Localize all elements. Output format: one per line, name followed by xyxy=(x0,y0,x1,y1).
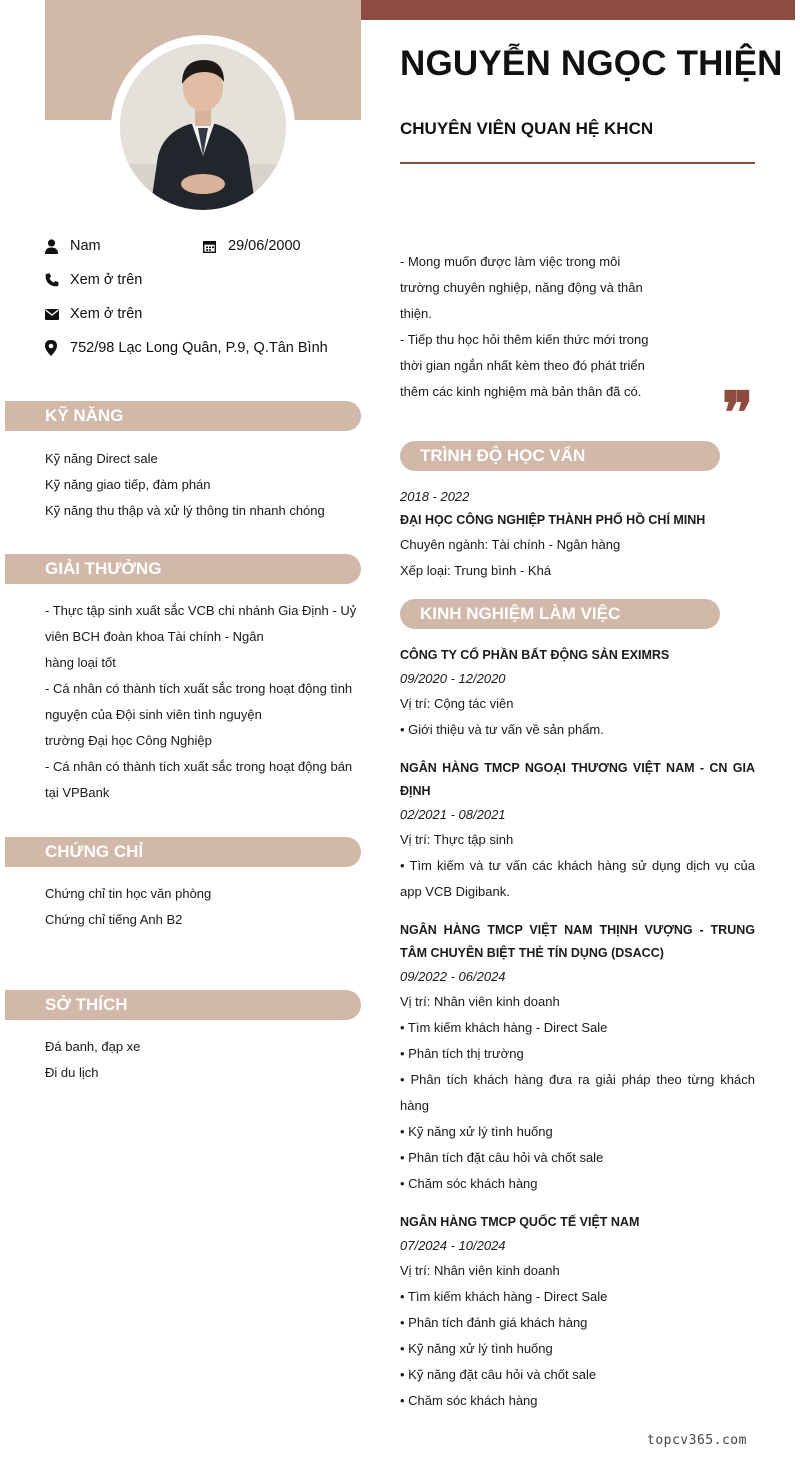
objective-line: thiện. xyxy=(400,306,432,321)
job-duty: • Kỹ năng đặt câu hỏi và chốt sale xyxy=(400,1367,597,1382)
job-duty: • Tìm kiếm và tư vấn các khách hàng sử dụng dịch vụ của app VCB Digibank. xyxy=(400,858,755,899)
top-accent-bar xyxy=(361,0,795,20)
skills-list xyxy=(45,446,325,524)
school-name: ĐẠI HỌC CÔNG NGHIỆP THÀNH PHỐ HỒ CHÍ MINH xyxy=(400,513,706,527)
award-line: - Cá nhân có thành tích xuất sắc trong hoạt động bán xyxy=(45,759,353,774)
award-line: tại VPBank xyxy=(45,785,110,800)
skill-item: Kỹ năng giao tiếp, đàm phán xyxy=(45,477,211,492)
skill-item: Kỹ năng Direct sale xyxy=(45,451,158,466)
title-divider xyxy=(400,162,755,164)
job-period: 09/2022 - 06/2024 xyxy=(400,969,506,984)
company-name: NGÂN HÀNG TMCP NGOẠI THƯƠNG VIỆT NAM - CN GIA ĐỊNH xyxy=(400,761,755,798)
certificates-list xyxy=(45,881,211,933)
award-line: nguyện của Đội sinh viên tình nguyện xyxy=(45,707,262,722)
job-entry xyxy=(400,1211,755,1414)
portrait-image xyxy=(120,44,286,210)
job-duty: • Chăm sóc khách hàng xyxy=(400,1176,538,1191)
award-line: viên BCH đoàn khoa Tài chính - Ngân xyxy=(45,629,264,644)
award-line: - Thực tập sinh xuất sắc VCB chi nhánh Gia Định - Uỷ xyxy=(45,603,357,618)
certificates-header: CHỨNG CHỈ xyxy=(5,837,361,867)
map-pin-icon xyxy=(45,339,70,357)
gender-row xyxy=(45,237,101,255)
phone-icon xyxy=(45,271,70,289)
education-header: TRÌNH ĐỘ HỌC VẤN xyxy=(400,441,720,471)
envelope-icon xyxy=(45,305,70,323)
hobby-item: Đi du lịch xyxy=(45,1065,99,1080)
job-entry xyxy=(400,757,755,905)
company-name: NGÂN HÀNG TMCP VIỆT NAM THỊNH VƯỢNG - TRUNG TÂM CHUYÊN BIỆT THẺ TÍN DỤNG (DSACC) xyxy=(400,923,755,960)
email-value: Xem ở trên xyxy=(70,306,143,322)
job-duty: • Kỹ năng xử lý tình huống xyxy=(400,1341,553,1356)
hobbies-list xyxy=(45,1034,140,1086)
job-period: 07/2024 - 10/2024 xyxy=(400,1238,506,1253)
phone-value: Xem ở trên xyxy=(70,272,143,288)
job-duty: • Phân tích đặt câu hỏi và chốt sale xyxy=(400,1150,604,1165)
awards-header: GIẢI THƯỞNG xyxy=(5,554,361,584)
award-line: hàng loại tốt xyxy=(45,655,116,670)
birthday-value: 29/06/2000 xyxy=(228,238,301,254)
job-duty: • Tìm kiếm khách hàng - Direct Sale xyxy=(400,1289,608,1304)
experience-header: KINH NGHIỆM LÀM VIỆC xyxy=(400,599,720,629)
job-duty: • Giới thiệu và tư vấn về sản phẩm. xyxy=(400,722,604,737)
calendar-icon xyxy=(203,237,228,255)
award-line: trường Đại học Công Nghiệp xyxy=(45,733,212,748)
job-role: Vị trí: Nhân viên kinh doanh xyxy=(400,1263,560,1278)
quote-icon: ❞ xyxy=(722,379,754,447)
job-entry xyxy=(400,919,755,1197)
job-duty: • Tìm kiếm khách hàng - Direct Sale xyxy=(400,1020,608,1035)
job-role: Vị trí: Thực tập sinh xyxy=(400,832,514,847)
user-icon xyxy=(45,237,70,255)
education-grade: Xếp loại: Trung bình - Khá xyxy=(400,563,552,578)
job-period: 02/2021 - 08/2021 xyxy=(400,807,506,822)
objective-line: thêm các kinh nghiệm mà bản thân đã có. xyxy=(400,384,642,399)
phone-row xyxy=(45,271,142,289)
certificate-item: Chứng chỉ tin học văn phòng xyxy=(45,886,212,901)
skill-item: Kỹ năng thu thập và xử lý thông tin nhanh chóng xyxy=(45,503,325,518)
job-duty: • Kỹ năng xử lý tình huống xyxy=(400,1124,553,1139)
hobby-item: Đá banh, đạp xe xyxy=(45,1039,141,1054)
awards-list xyxy=(45,598,356,806)
avatar xyxy=(120,44,286,210)
job-role: Vị trí: Nhân viên kinh doanh xyxy=(400,994,560,1009)
company-name: NGÂN HÀNG TMCP QUỐC TẾ VIỆT NAM xyxy=(400,1215,640,1229)
job-period: 09/2020 - 12/2020 xyxy=(400,671,506,686)
job-entry xyxy=(400,644,755,743)
job-title: CHUYÊN VIÊN QUAN HỆ KHCN xyxy=(400,119,654,138)
hobbies-header: SỞ THÍCH xyxy=(5,990,361,1020)
email-row xyxy=(45,305,142,323)
company-name: CÔNG TY CỔ PHẦN BẤT ĐỘNG SẢN EXIMRS xyxy=(400,648,670,662)
objective-line: - Tiếp thu học hỏi thêm kiến thức mới trong xyxy=(400,332,649,347)
education-period: 2018 - 2022 xyxy=(400,489,470,504)
objective-line: trường chuyên nghiệp, năng động và thân xyxy=(400,280,643,295)
birthday-row xyxy=(203,237,301,255)
award-line: - Cá nhân có thành tích xuất sắc trong hoạt động tình xyxy=(45,681,353,696)
education-major: Chuyên ngành: Tài chính - Ngân hàng xyxy=(400,537,621,552)
job-duty: • Phân tích đánh giá khách hàng xyxy=(400,1315,588,1330)
career-objective xyxy=(400,249,648,405)
job-duty: • Phân tích khách hàng đưa ra giải pháp theo từng khách hàng xyxy=(400,1072,755,1113)
address-row xyxy=(45,339,328,357)
education-block xyxy=(400,486,755,584)
job-duty: • Chăm sóc khách hàng xyxy=(400,1393,538,1408)
address-value: 752/98 Lạc Long Quân, P.9, Q.Tân Bình xyxy=(70,340,328,356)
gender-value: Nam xyxy=(70,238,101,254)
certificate-item: Chứng chỉ tiếng Anh B2 xyxy=(45,912,183,927)
job-role: Vị trí: Cộng tác viên xyxy=(400,696,514,711)
skills-header: KỸ NĂNG xyxy=(5,401,361,431)
objective-line: - Mong muốn được làm việc trong môi xyxy=(400,254,621,269)
objective-line: thời gian ngắn nhất kèm theo đó phát triển xyxy=(400,358,645,373)
job-duty: • Phân tích thị trường xyxy=(400,1046,524,1061)
footer-watermark: topcv365.com xyxy=(647,1433,747,1448)
candidate-name: NGUYỄN NGỌC THIỆN xyxy=(400,44,783,83)
